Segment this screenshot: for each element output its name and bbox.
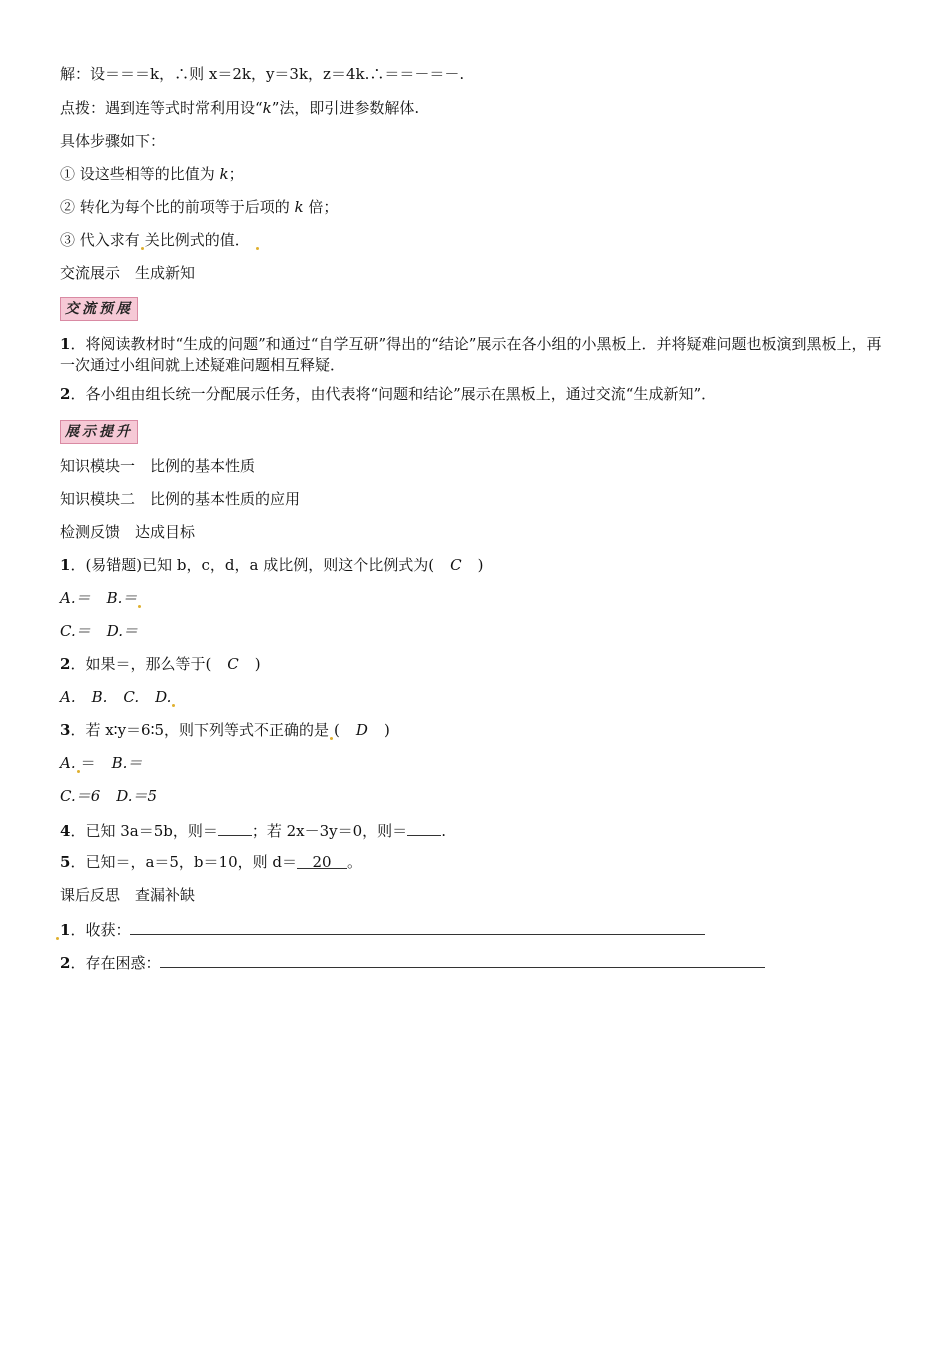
q3-options-ab: A. ＝ B.＝ — [60, 754, 143, 772]
q1-options-ab: A.＝ B.＝ — [60, 588, 142, 608]
exchange-heading: 交流展示 生成新知 — [60, 264, 196, 282]
q1-options-cd: C.＝ D.＝ — [60, 622, 138, 640]
mark-dot — [141, 247, 144, 250]
mark-dot — [56, 937, 59, 940]
question-4: 4．已知 3a＝5b，则＝ ；若 2x－3y＝0，则＝ . — [60, 819, 446, 841]
reflection-1: 1．收获： — [60, 918, 705, 940]
module-2: 知识模块二 比例的基本性质的应用 — [60, 490, 301, 508]
answer-q1: C — [450, 556, 462, 574]
answer-blank[interactable] — [407, 819, 441, 836]
hint-line: 点拨：遇到连等式时常利用设“k”法，即引进参数解体. — [60, 99, 420, 117]
answer-blank[interactable]: 20 — [297, 852, 347, 869]
answer-blank[interactable] — [218, 819, 252, 836]
question-3: 3．若 x∶y＝6∶5，则下列等式不正确的是 ( D ) — [60, 721, 390, 739]
check-heading: 检测反馈 达成目标 — [60, 523, 196, 541]
question-1: 1．(易错题)已知 b，c，d，a 成比例，则这个比例式为( C ) — [60, 556, 484, 574]
question-2: 2．如果＝，那么等于( C ) — [60, 655, 261, 673]
q3-options-cd: C.＝6 D.＝5 — [60, 787, 158, 805]
module-1: 知识模块一 比例的基本性质 — [60, 457, 256, 475]
reflect-heading: 课后反思 查漏补缺 — [60, 886, 196, 904]
reflection-2: 2．存在困惑： — [60, 951, 765, 973]
answer-q3: D — [355, 721, 368, 739]
step-3: ③ 代入求有 关比例式的值． — [60, 230, 260, 250]
mark-dot — [330, 737, 333, 740]
paragraph-2: 2．各小组由组长统一分配展示任务，由代表将“问题和结论”展示在黑板上，通过交流“生成新知”． — [60, 385, 717, 403]
mark-dot — [172, 704, 175, 707]
step-1: ① 设这些相等的比值为 k； — [60, 165, 244, 183]
answer-q2: C — [227, 655, 239, 673]
mark-dot — [256, 247, 259, 250]
badge-exchange-preview: 交流预展 — [60, 297, 138, 321]
step-2: ② 转化为每个比的前项等于后项的 k 倍； — [60, 198, 339, 216]
harvest-line[interactable] — [130, 918, 705, 935]
solution-line: 解：设＝＝＝k，∴则 x＝2k，y＝3k，z＝4k.∴＝＝－＝－. — [60, 65, 465, 83]
mark-dot — [77, 770, 80, 773]
question-5: 5．已知＝，a＝5，b＝10，则 d＝ 20 。 — [60, 853, 362, 871]
paragraph-1: 1．将阅读教材时“生成的问题”和通过“自学互研”得出的“结论”展示在各小组的小黑板上．并将疑难问题也板演到黑板上，再一次通过小组间就上述疑难问题相互释疑． — [60, 335, 882, 374]
steps-title: 具体步骤如下： — [60, 132, 166, 150]
confusion-line[interactable] — [160, 951, 765, 968]
badge-display-improve: 展示提升 — [60, 420, 138, 444]
mark-dot — [138, 605, 141, 608]
q2-options: A. B. C. D. — [60, 687, 176, 707]
